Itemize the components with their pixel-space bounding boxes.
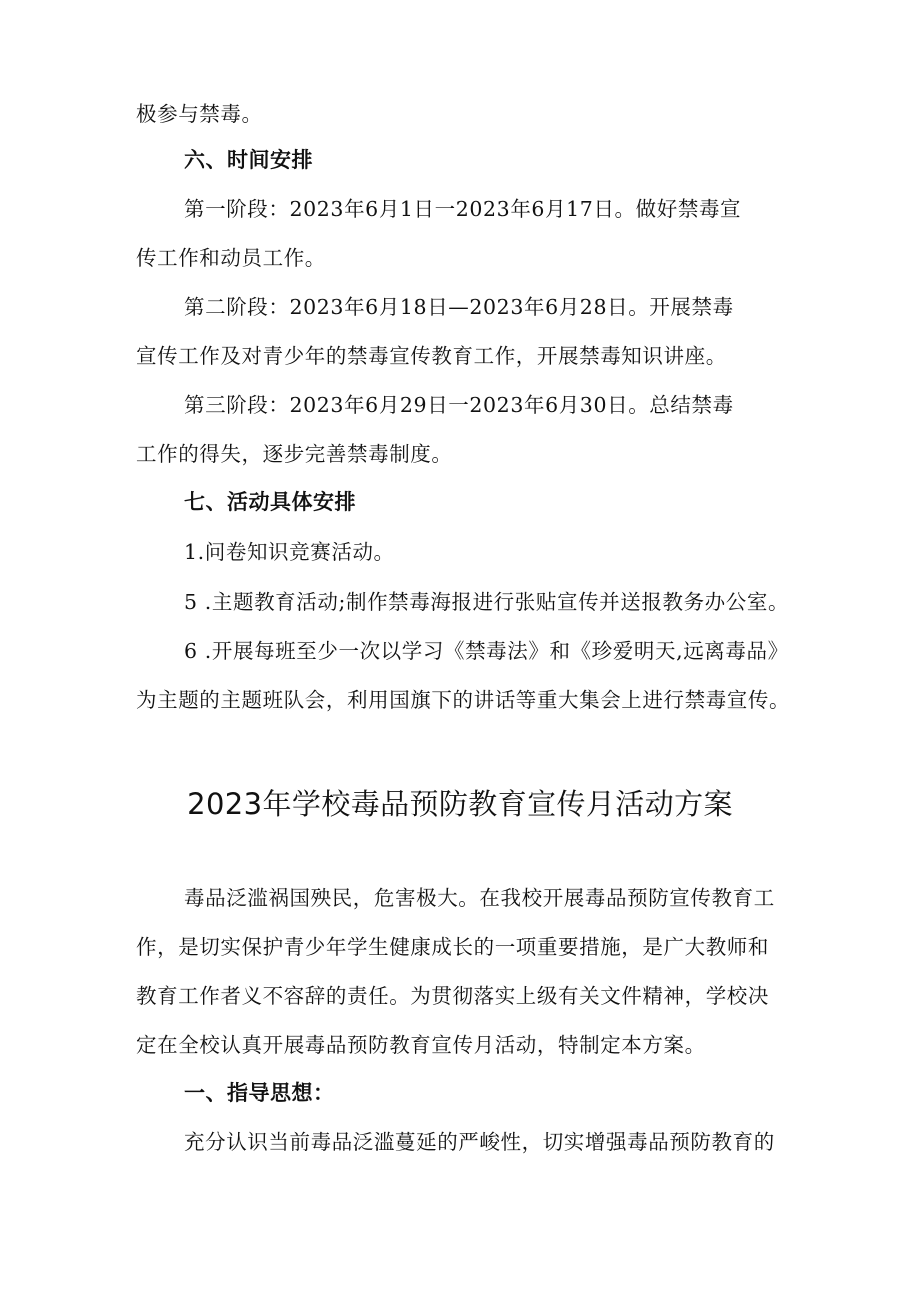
intro-line-4: 定在全校认真开展毒品预防教育宣传月活动，特制定本方案。: [136, 1033, 706, 1057]
stage1-line-2: 传工作和动员工作。: [136, 246, 326, 270]
stage3-line-2: 工作的得失，逐步完善禁毒制度。: [136, 442, 453, 466]
intro-line-2: 作，是切实保护青少年学生健康成长的一项重要措施，是广大教师和: [136, 935, 769, 959]
activity-item-1: 1.问卷知识竞赛活动。: [184, 540, 395, 564]
activity-item-5: 5 .主题教育活动;制作禁毒海报进行张贴宣传并送报教务办公室。: [184, 590, 790, 614]
activity-item-6-line-1: 6 .开展每班至少一次以学习《禁毒法》和《珍爱明天,远离毒品》: [184, 639, 789, 663]
intro-line-3: 教育工作者义不容辞的责任。为贯彻落实上级有关文件精神，学校决: [136, 984, 769, 1008]
section-heading-activities: 七、活动具体安排: [184, 490, 356, 514]
stage2-line-1: 第二阶段：2023年6月18日—2023年6月28日。开展禁毒: [184, 295, 734, 319]
stage2-line-2: 宣传工作及对青少年的禁毒宣传教育工作，开展禁毒知识讲座。: [136, 344, 727, 368]
section-heading-time: 六、时间安排: [184, 148, 313, 172]
paragraph-line-tail: 极参与禁毒。: [136, 102, 263, 126]
section-heading-guiding: 一、指导思想：: [184, 1081, 335, 1105]
document-title: 2023年学校毒品预防教育宣传月活动方案: [187, 787, 733, 821]
activity-item-6-line-2: 为主题的主题班队会，利用国旗下的讲话等重大集会上进行禁毒宣传。: [136, 688, 791, 712]
intro-line-1: 毒品泛滥祸国殃民，危害极大。在我校开展毒品预防宣传教育工: [184, 886, 775, 910]
stage1-line-1: 第一阶段：2023年6月1日一2023年6月17日。做好禁毒宣: [184, 197, 742, 221]
guiding-line-1: 充分认识当前毒品泛滥蔓延的严峻性，切实增强毒品预防教育的: [184, 1130, 775, 1154]
stage3-line-1: 第三阶段：2023年6月29日一2023年6月30日。总结禁毒: [184, 393, 734, 417]
